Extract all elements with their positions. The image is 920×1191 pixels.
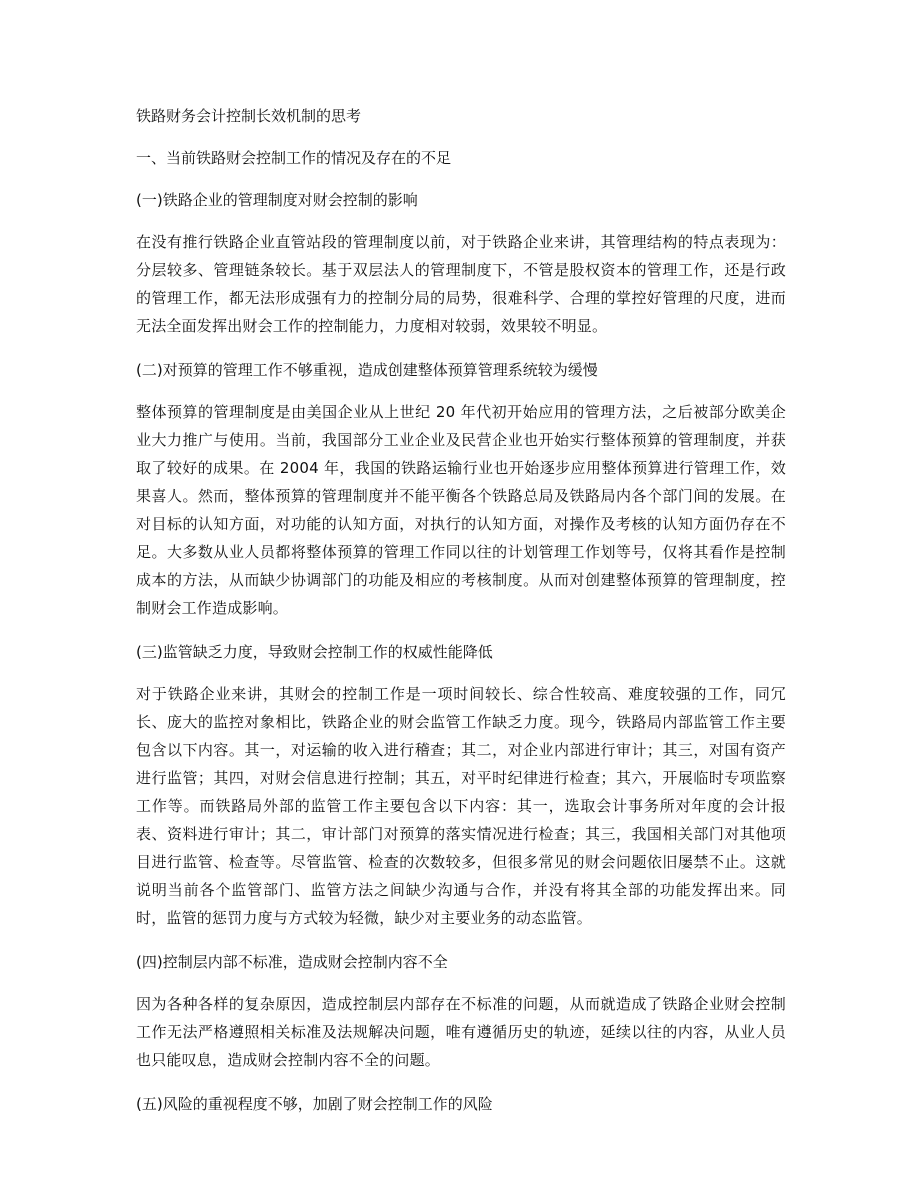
- paragraph-4: 因为各种各样的复杂原因，造成控制层内部存在不标准的问题，从而就造成了铁路企业财会控制工作无法严格遵照相关标准及法规解决问题，唯有遵循历史的轨迹，延续以往的内容，从业人员也只能叹息，造成财会控制内容不全的问题。: [136, 995, 786, 1069]
- document-page: [136, 104, 786, 1132]
- section-heading: 一、当前铁路财会控制工作的情况及存在的不足: [136, 149, 452, 167]
- subsection-heading-3: (三)监管缺乏力度，导致财会控制工作的权威性能降低: [136, 643, 493, 661]
- paragraph-1: 在没有推行铁路企业直管站段的管理制度以前，对于铁路企业来讲，其管理结构的特点表现为：分层较多、管理链条较长。基于双层法人的管理制度下，不管是股权资本的管理工作，还是行政的管理工作，都无法形成强有力的控制分局的局势，很难科学、合理的掌控好管理的尺度，进而无法全面发挥出财会工作的控制能力，力度相对较弱，效果较不明显。: [136, 233, 786, 335]
- subsection-heading-4: (四)控制层内部不标准，造成财会控制内容不全: [136, 953, 448, 971]
- subsection-heading-1: (一)铁路企业的管理制度对财会控制的影响: [136, 191, 418, 209]
- paragraph-2: 整体预算的管理制度是由美国企业从上世纪 20 年代初开始应用的管理方法，之后被部分欧美企业大力推广与使用。当前，我国部分工业企业及民营企业也开始实行整体预算的管理制度，并获取了较好的成果。在 2004 年，我国的铁路运输行业也开始逐步应用整体预算进行管理工作，效果喜人。然而，整体预算的管理制度并不能平衡各个铁路总局及铁路局内各个部门间的发展。在对目标的认知方面，对功能的认知方面，对执行的认知方面，对操作及考核的认知方面仍存在不足。大多数从业人员都将整体预算的管理工作同以往的计划管理工作划等号，仅将其看作是控制成本的方法，从而缺少协调部门的功能及相应的考核制度。从而对创建整体预算的管理制度，控制财会工作造成影响。: [136, 403, 786, 617]
- subsection-heading-5: (五)风险的重视程度不够，加剧了财会控制工作的风险: [136, 1095, 493, 1113]
- subsection-heading-2: (二)对预算的管理工作不够重视，造成创建整体预算管理系统较为缓慢: [136, 361, 598, 379]
- document-title: 铁路财务会计控制长效机制的思考: [136, 107, 362, 125]
- paragraph-3: 对于铁路企业来讲，其财会的控制工作是一项时间较长、综合性较高、难度较强的工作，同冗长、庞大的监控对象相比，铁路企业的财会监管工作缺乏力度。现今，铁路局内部监管工作主要包含以下内容。其一，对运输的收入进行稽查；其二，对企业内部进行审计；其三，对国有资产进行监管；其四，对财会信息进行控制；其五，对平时纪律进行检查；其六，开展临时专项监察工作等。而铁路局外部的监管工作主要包含以下内容：其一，选取会计事务所对年度的会计报表、资料进行审计；其二，审计部门对预算的落实情况进行检查；其三，我国相关部门对其他项目进行监管、检查等。尽管监管、检查的次数较多，但很多常见的财会问题依旧屡禁不止。这就说明当前各个监管部门、监管方法之间缺少沟通与合作，并没有将其全部的功能发挥出来。同时，监管的惩罚力度与方式较为轻微，缺少对主要业务的动态监管。: [136, 685, 786, 927]
